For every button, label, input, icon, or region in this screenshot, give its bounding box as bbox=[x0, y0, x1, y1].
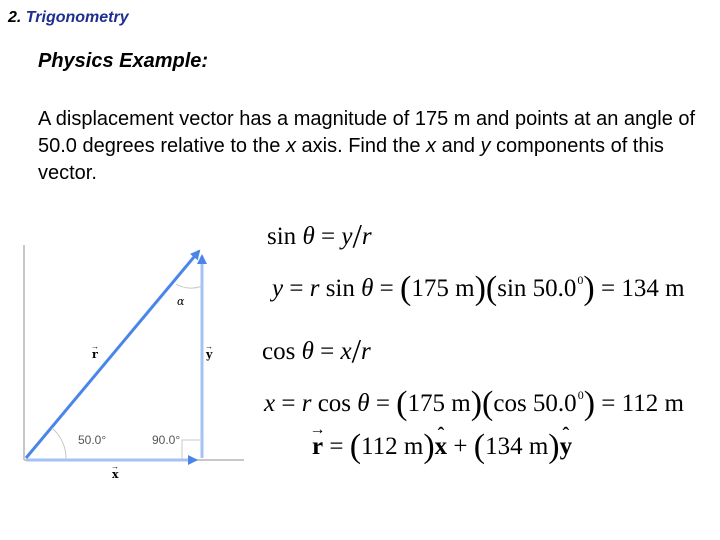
paren-close: ) bbox=[470, 385, 483, 422]
x-component: 112 m bbox=[361, 433, 424, 460]
vector-r: → r bbox=[312, 432, 323, 462]
paren-close: ) bbox=[474, 270, 486, 307]
theta-symbol: θ bbox=[301, 338, 314, 365]
label-angle-base: 50.0° bbox=[78, 433, 107, 447]
equation-vector-result bbox=[312, 428, 573, 465]
equals-sign: = bbox=[275, 390, 302, 417]
problem-text-3: and bbox=[436, 135, 481, 157]
y-result: 134 m bbox=[621, 275, 685, 302]
x-result: 112 m bbox=[621, 390, 684, 417]
sin-function: sin bbox=[319, 275, 355, 302]
paren-open: ( bbox=[349, 428, 362, 465]
vector-r-arrow bbox=[26, 251, 199, 458]
theta-symbol: θ bbox=[361, 275, 374, 302]
equation-x-calculation bbox=[264, 380, 684, 422]
x-unit-vector: ˆ x bbox=[435, 432, 448, 462]
paren-close-2: ) bbox=[583, 385, 596, 422]
problem-var-x: x bbox=[426, 135, 437, 157]
problem-var-y: y bbox=[480, 135, 491, 157]
degree-mark: 0 bbox=[577, 388, 584, 402]
problem-statement bbox=[38, 106, 708, 187]
top-angle-arc bbox=[176, 284, 202, 288]
slash: / bbox=[352, 218, 362, 255]
var-x: x bbox=[264, 390, 276, 417]
equals-sign: = bbox=[323, 433, 350, 460]
equals-sign-2: = bbox=[595, 390, 622, 417]
sin-angle: sin 50.0 bbox=[497, 275, 577, 302]
var-r: r bbox=[309, 275, 320, 302]
arrow-mark-x-icon: → bbox=[111, 462, 119, 471]
paren-open: ( bbox=[400, 270, 412, 307]
cos-angle: cos 50.0 bbox=[493, 390, 577, 417]
label-angle-right: 90.0° bbox=[152, 433, 181, 447]
y-unit-vector: ˆ y bbox=[560, 432, 573, 462]
var-x: x bbox=[340, 338, 352, 365]
equals-sign: = bbox=[369, 390, 397, 417]
paren-close-2: ) bbox=[583, 270, 595, 307]
label-r: r bbox=[92, 348, 98, 361]
problem-text-1: A displacement vector has a magnitude of 175 m and points at an angle of 50.0 degrees relative to the bbox=[38, 108, 696, 157]
paren-close: ) bbox=[423, 428, 435, 465]
y-component: 134 m bbox=[485, 433, 549, 460]
paren-open-2: ( bbox=[482, 385, 494, 422]
var-r: r bbox=[361, 223, 372, 250]
label-y: y bbox=[206, 348, 213, 361]
arrow-mark-r-icon: → bbox=[91, 342, 99, 351]
equals-sign-2: = bbox=[594, 275, 622, 302]
equation-y-calculation bbox=[272, 265, 685, 307]
magnitude-value: 175 m bbox=[411, 275, 475, 302]
var-r: r bbox=[361, 338, 371, 365]
magnitude-value: 175 m bbox=[407, 390, 471, 417]
label-alpha: α bbox=[177, 295, 185, 308]
var-r: r bbox=[301, 390, 312, 417]
equals-sign: = bbox=[314, 223, 342, 250]
base-angle-arc bbox=[52, 428, 66, 460]
sin-function: sin bbox=[267, 223, 297, 250]
degree-mark: 0 bbox=[577, 273, 584, 287]
section-topic: Trigonometry bbox=[25, 9, 129, 26]
paren-close-2: ) bbox=[548, 428, 560, 465]
theta-symbol: θ bbox=[302, 223, 315, 250]
equals-sign: = bbox=[283, 275, 310, 302]
slide-subtitle: Physics Example: bbox=[38, 50, 209, 72]
problem-text-4: components of this vector. bbox=[38, 135, 664, 184]
theta-symbol: θ bbox=[357, 390, 370, 417]
paren-open: ( bbox=[396, 385, 408, 422]
var-y: y bbox=[272, 275, 284, 302]
slash: / bbox=[351, 333, 362, 370]
cos-function: cos bbox=[311, 390, 352, 417]
slide-header bbox=[8, 9, 129, 27]
problem-var-x-axis: x bbox=[285, 135, 296, 157]
arrow-mark-y-icon: → bbox=[205, 342, 213, 351]
var-y: y bbox=[341, 223, 353, 250]
paren-open-2: ( bbox=[473, 428, 486, 465]
label-x: x bbox=[112, 468, 119, 481]
cos-function: cos bbox=[262, 338, 296, 365]
equals-sign: = bbox=[373, 275, 401, 302]
vector-triangle-diagram bbox=[0, 215, 250, 485]
problem-text-2: axis. Find the bbox=[295, 135, 427, 157]
right-angle-marker bbox=[182, 440, 202, 460]
section-number: 2. bbox=[8, 9, 22, 26]
plus-sign: + bbox=[447, 433, 474, 460]
equals-sign: = bbox=[313, 338, 341, 365]
equation-cos-definition bbox=[262, 333, 371, 370]
paren-open-2: ( bbox=[485, 270, 498, 307]
equation-sin-definition bbox=[267, 218, 372, 255]
